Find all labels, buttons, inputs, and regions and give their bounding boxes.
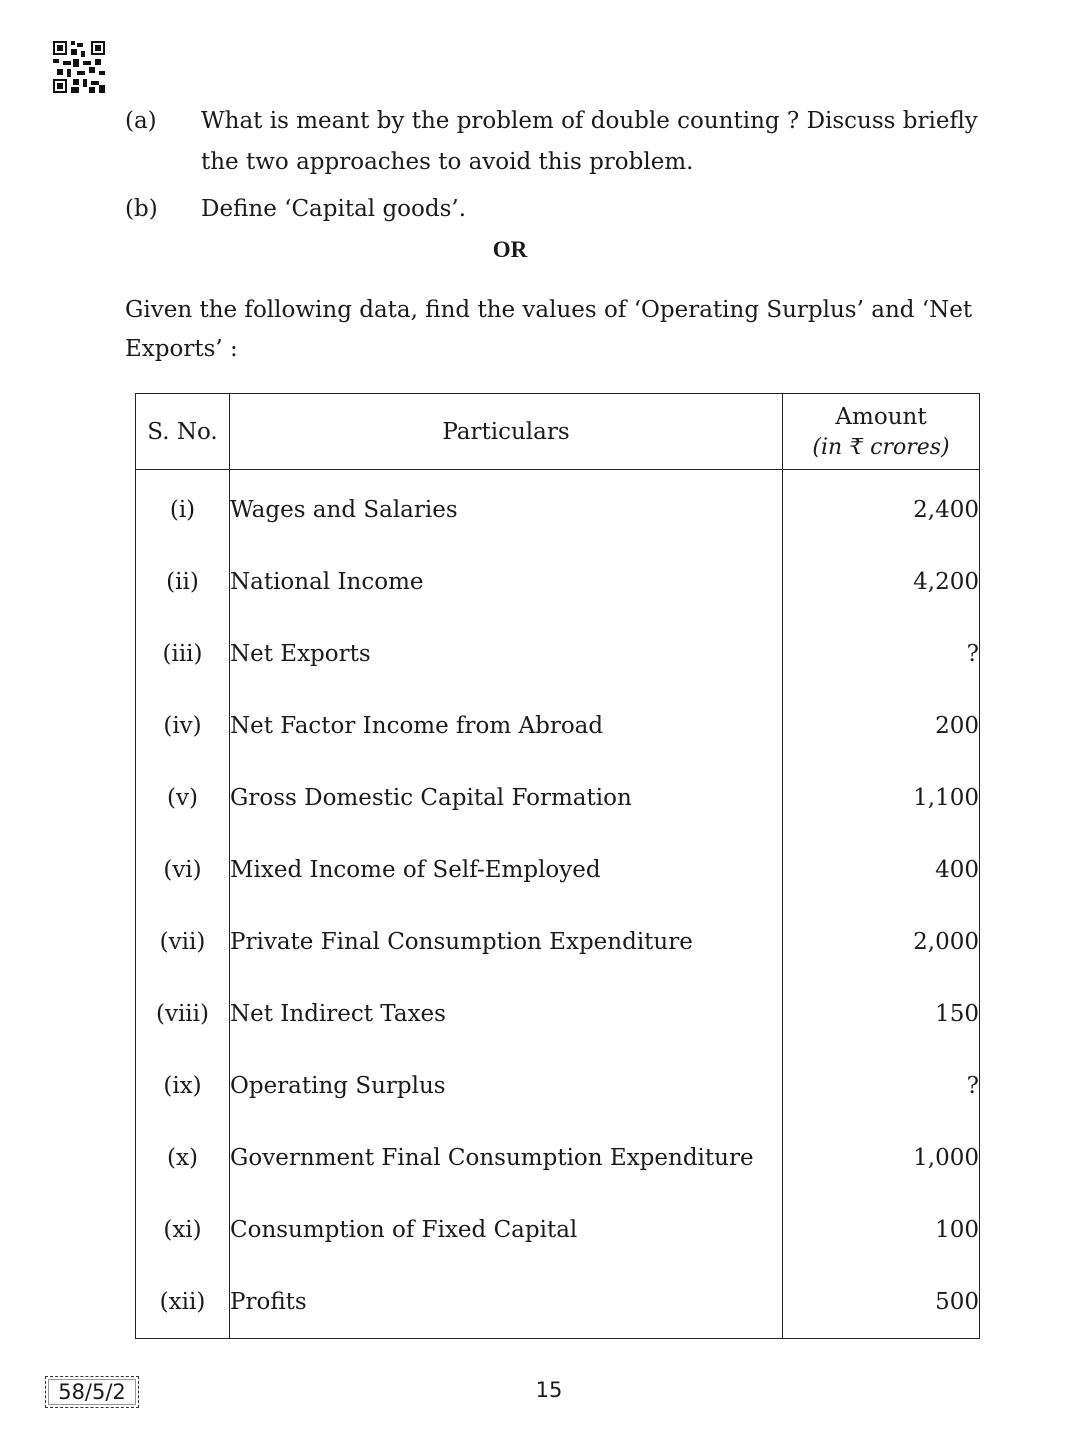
row-particulars: Operating Surplus: [230, 1050, 783, 1122]
question-text: Define ‘Capital goods’.: [201, 196, 467, 222]
header-amount: [783, 394, 980, 470]
row-sno: (vi): [136, 834, 230, 906]
qr-code-icon: [53, 41, 105, 93]
row-amount: 500: [783, 1266, 980, 1339]
paper-code-box: 58/5/2: [45, 1376, 139, 1408]
row-sno: (iii): [136, 618, 230, 690]
row-particulars: Net Factor Income from Abroad: [230, 690, 783, 762]
question-label: (b): [125, 196, 158, 222]
row-particulars: Gross Domestic Capital Formation: [230, 762, 783, 834]
row-particulars: Profits: [230, 1266, 783, 1339]
row-particulars: National Income: [230, 546, 783, 618]
row-amount: 100: [783, 1194, 980, 1266]
table-row: [136, 618, 980, 690]
table-row: [136, 762, 980, 834]
header-amount-label: Amount: [835, 403, 927, 430]
table-row: [136, 1266, 980, 1339]
row-amount: 400: [783, 834, 980, 906]
row-sno: (x): [136, 1122, 230, 1194]
table-row: [136, 1194, 980, 1266]
or-separator: OR: [492, 237, 528, 262]
table-row: [136, 1122, 980, 1194]
row-particulars: Government Final Consumption Expenditure: [230, 1122, 783, 1194]
row-sno: (vii): [136, 906, 230, 978]
row-sno: (ix): [136, 1050, 230, 1122]
row-sno: (xi): [136, 1194, 230, 1266]
row-amount: ?: [783, 1050, 980, 1122]
row-amount: 2,000: [783, 906, 980, 978]
page-number: 15: [535, 1378, 563, 1402]
row-amount: 150: [783, 978, 980, 1050]
row-amount: 200: [783, 690, 980, 762]
row-amount: 4,200: [783, 546, 980, 618]
table-row: [136, 690, 980, 762]
table-row: [136, 906, 980, 978]
given-instruction: Given the following data, find the values of ‘Operating Surplus’ and ‘Net Exports’ :: [125, 297, 973, 362]
table-header-row: [136, 394, 980, 470]
table-row: [136, 978, 980, 1050]
row-amount: 2,400: [783, 470, 980, 547]
row-sno: (i): [136, 470, 230, 547]
table-row: [136, 834, 980, 906]
row-amount: 1,100: [783, 762, 980, 834]
table-row: [136, 546, 980, 618]
row-particulars: Net Exports: [230, 618, 783, 690]
table-row: [136, 470, 980, 547]
question-text: What is meant by the problem of double counting ? Discuss briefly the two approaches to avoid this problem.: [201, 108, 978, 175]
table-row: [136, 1050, 980, 1122]
row-particulars: Private Final Consumption Expenditure: [230, 906, 783, 978]
row-particulars: Mixed Income of Self-Employed: [230, 834, 783, 906]
header-sno: S. No.: [136, 394, 230, 470]
row-particulars: Wages and Salaries: [230, 470, 783, 547]
row-sno: (ii): [136, 546, 230, 618]
row-amount: 1,000: [783, 1122, 980, 1194]
row-sno: (iv): [136, 690, 230, 762]
row-sno: (viii): [136, 978, 230, 1050]
row-particulars: Consumption of Fixed Capital: [230, 1194, 783, 1266]
row-particulars: Net Indirect Taxes: [230, 978, 783, 1050]
question-label: (a): [125, 108, 157, 134]
row-amount: ?: [783, 618, 980, 690]
data-table: [135, 393, 980, 1339]
header-particulars: Particulars: [230, 394, 783, 470]
row-sno: (v): [136, 762, 230, 834]
row-sno: (xii): [136, 1266, 230, 1339]
header-amount-unit: (in ₹ crores): [812, 434, 950, 460]
